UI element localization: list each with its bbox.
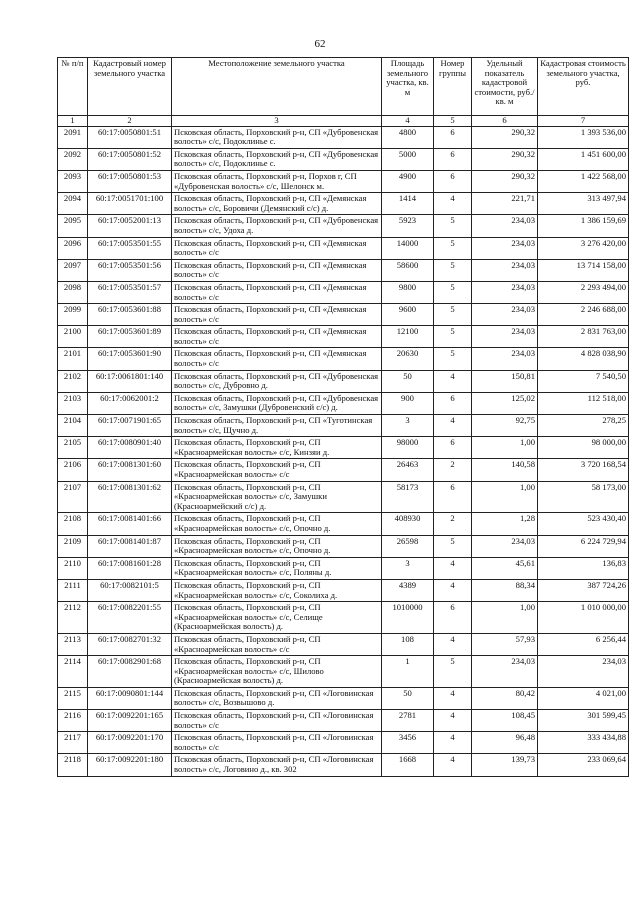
cadastral-number: 60:17:0081601:28: [88, 557, 172, 579]
table-row: [58, 633, 629, 655]
group-number: 4: [434, 687, 472, 709]
unit-rate: 234,03: [472, 348, 538, 370]
unit-rate: 234,03: [472, 215, 538, 237]
table-row: [58, 148, 629, 170]
row-number: 2106: [58, 459, 88, 481]
area: 50: [382, 370, 434, 392]
location: Псковская область, Порховский р-н, СП «Логовинская волость» с/с, Логовино д., кв. 302: [172, 754, 382, 776]
group-number: 2: [434, 513, 472, 535]
header-cell: Кадастровая стоимость земельного участка, руб.: [538, 58, 629, 116]
table-row: [58, 215, 629, 237]
cadastral-value: 2 293 494,00: [538, 281, 629, 303]
unit-rate: 234,03: [472, 326, 538, 348]
unit-rate: 139,73: [472, 754, 538, 776]
cadastral-value: 112 518,00: [538, 392, 629, 414]
location: Псковская область, Порховский р-н, СП «Демянская волость» с/с: [172, 259, 382, 281]
row-number: 2098: [58, 281, 88, 303]
unit-rate: 45,61: [472, 557, 538, 579]
row-number: 2117: [58, 732, 88, 754]
cadastral-number: 60:17:0071901:65: [88, 415, 172, 437]
group-number: 6: [434, 437, 472, 459]
area: 26463: [382, 459, 434, 481]
page-number: 62: [314, 38, 326, 50]
cadastral-number: 60:17:0082701:32: [88, 633, 172, 655]
area: 4389: [382, 579, 434, 601]
row-number: 2104: [58, 415, 88, 437]
area: 58173: [382, 481, 434, 513]
header-cell: Местоположение земельного участка: [172, 58, 382, 116]
cadastral-value: 3 276 420,00: [538, 237, 629, 259]
cadastral-value: 7 540,50: [538, 370, 629, 392]
cadastral-number: 60:17:0053501:55: [88, 237, 172, 259]
area: 4900: [382, 170, 434, 192]
location: Псковская область, Порховский р-н, СП «Красноармейская волость» с/с: [172, 459, 382, 481]
row-number: 2105: [58, 437, 88, 459]
location: Псковская область, Порховский р-н, СП «Красноармейская волость» с/с, Опочно д.: [172, 513, 382, 535]
unit-rate: 92,75: [472, 415, 538, 437]
unit-rate: 1,00: [472, 437, 538, 459]
cadastral-number: 60:17:0082901:68: [88, 656, 172, 688]
table-row: [58, 437, 629, 459]
group-number: 5: [434, 326, 472, 348]
location: Псковская область, Порховский р-н, СП «Дубровенская волость» с/с, Удоха д.: [172, 215, 382, 237]
location: Псковская область, Порховский р-н, СП «Логовинская волость» с/с: [172, 710, 382, 732]
group-number: 2: [434, 459, 472, 481]
row-number: 2096: [58, 237, 88, 259]
row-number: 2092: [58, 148, 88, 170]
group-number: 5: [434, 215, 472, 237]
cadastral-number: 60:17:0082101:5: [88, 579, 172, 601]
row-number: 2091: [58, 126, 88, 148]
cadastral-value: 1 393 536,00: [538, 126, 629, 148]
group-number: 5: [434, 656, 472, 688]
cadastral-number: 60:17:0053501:57: [88, 281, 172, 303]
location: Псковская область, Порховский р-н, СП «Логовинская волость» с/с: [172, 732, 382, 754]
group-number: 4: [434, 579, 472, 601]
row-number: 2111: [58, 579, 88, 601]
cadastral-value: 58 173,00: [538, 481, 629, 513]
table-row: [58, 348, 629, 370]
cadastral-number: 60:17:0053601:88: [88, 304, 172, 326]
cadastral-number: 60:17:0050801:51: [88, 126, 172, 148]
cadastral-value: 233 069,64: [538, 754, 629, 776]
column-number: 5: [434, 116, 472, 127]
table-row: [58, 602, 629, 634]
unit-rate: 234,03: [472, 281, 538, 303]
cadastral-number: 60:17:0081301:60: [88, 459, 172, 481]
area: 12100: [382, 326, 434, 348]
area: 14000: [382, 237, 434, 259]
cadastral-value: 1 422 568,00: [538, 170, 629, 192]
unit-rate: 96,48: [472, 732, 538, 754]
row-number: 2108: [58, 513, 88, 535]
table-row: [58, 459, 629, 481]
row-number: 2118: [58, 754, 88, 776]
group-number: 5: [434, 348, 472, 370]
location: Псковская область, Порховский р-н, СП «Дубровенская волость» с/с, Подоклинье с.: [172, 148, 382, 170]
group-number: 4: [434, 557, 472, 579]
location: Псковская область, Порховский р-н, СП «Логовинская волость» с/с, Возвышово д.: [172, 687, 382, 709]
row-number: 2093: [58, 170, 88, 192]
area: 50: [382, 687, 434, 709]
table-row: [58, 579, 629, 601]
row-number: 2101: [58, 348, 88, 370]
cadastral-value: 98 000,00: [538, 437, 629, 459]
unit-rate: 290,32: [472, 170, 538, 192]
cadastral-value: 3 720 168,54: [538, 459, 629, 481]
group-number: 6: [434, 481, 472, 513]
group-number: 4: [434, 732, 472, 754]
location: Псковская область, Порховский р-н, СП «Демянская волость» с/с: [172, 237, 382, 259]
cadastral-number: 60:17:0053601:90: [88, 348, 172, 370]
location: Псковская область, Порховский р-н, СП «Дубровенская волость» с/с, Дубровно д.: [172, 370, 382, 392]
area: 1668: [382, 754, 434, 776]
row-number: 2097: [58, 259, 88, 281]
row-number: 2099: [58, 304, 88, 326]
area: 3: [382, 557, 434, 579]
row-number: 2095: [58, 215, 88, 237]
table-row: [58, 754, 629, 776]
cadastral-number: 60:17:0050801:52: [88, 148, 172, 170]
area: 900: [382, 392, 434, 414]
header-cell: Номер группы: [434, 58, 472, 116]
area: 9800: [382, 281, 434, 303]
location: Псковская область, Порховский р-н, СП «Демянская волость» с/с, Боровичи (Демянский с/с) д.: [172, 193, 382, 215]
area: 3456: [382, 732, 434, 754]
table-row: [58, 392, 629, 414]
unit-rate: 80,42: [472, 687, 538, 709]
group-number: 6: [434, 126, 472, 148]
table-row: [58, 687, 629, 709]
group-number: 4: [434, 710, 472, 732]
location: Псковская область, Порховский р-н, СП «Красноармейская волость» с/с, Соколиха д.: [172, 579, 382, 601]
unit-rate: 1,00: [472, 602, 538, 634]
area: 98000: [382, 437, 434, 459]
header-cell: Кадастровый номер земельного участка: [88, 58, 172, 116]
cadastral-value: 2 831 763,00: [538, 326, 629, 348]
cadastral-value: 387 724,26: [538, 579, 629, 601]
unit-rate: 234,03: [472, 535, 538, 557]
row-number: 2100: [58, 326, 88, 348]
location: Псковская область, Порховский р-н, СП «Красноармейская волость» с/с, Шилово (Красноармейская волость) д.: [172, 656, 382, 688]
area: 408930: [382, 513, 434, 535]
table-row: [58, 304, 629, 326]
unit-rate: 1,28: [472, 513, 538, 535]
area: 4800: [382, 126, 434, 148]
cadastral-value: 6 224 729,94: [538, 535, 629, 557]
cadastral-number: 60:17:0092201:170: [88, 732, 172, 754]
unit-rate: 125,02: [472, 392, 538, 414]
location: Псковская область, Порховский р-н, СП «Красноармейская волость» с/с, Замушки (Красноармейский с/с) д.: [172, 481, 382, 513]
row-number: 2107: [58, 481, 88, 513]
unit-rate: 234,03: [472, 237, 538, 259]
cadastral-value: 13 714 158,00: [538, 259, 629, 281]
location: Псковская область, Порховский р-н, СП «Красноармейская волость» с/с, Опочно д.: [172, 535, 382, 557]
group-number: 6: [434, 602, 472, 634]
cadastral-value: 6 256,44: [538, 633, 629, 655]
header-cell: Удельный показатель кадастровой стоимости, руб./кв. м: [472, 58, 538, 116]
location: Псковская область, Порховский р-н, СП «Красноармейская волость» с/с, Поляны д.: [172, 557, 382, 579]
group-number: 5: [434, 259, 472, 281]
cadastral-value: 301 599,45: [538, 710, 629, 732]
area: 2781: [382, 710, 434, 732]
group-number: 4: [434, 633, 472, 655]
row-number: 2103: [58, 392, 88, 414]
group-number: 4: [434, 415, 472, 437]
cadastral-value: 523 430,40: [538, 513, 629, 535]
column-number: 3: [172, 116, 382, 127]
cadastral-number: 60:17:0081401:87: [88, 535, 172, 557]
table-row: [58, 326, 629, 348]
area: 5923: [382, 215, 434, 237]
area: 108: [382, 633, 434, 655]
cadastral-value: 136,83: [538, 557, 629, 579]
area: 58600: [382, 259, 434, 281]
unit-rate: 234,03: [472, 304, 538, 326]
row-number: 2116: [58, 710, 88, 732]
cadastral-value: 4 021,00: [538, 687, 629, 709]
location: Псковская область, Порховский р-н, СП «Красноармейская волость» с/с: [172, 633, 382, 655]
table-row: [58, 259, 629, 281]
cadastral-value: 1 010 000,00: [538, 602, 629, 634]
area: 1010000: [382, 602, 434, 634]
area: 1414: [382, 193, 434, 215]
row-number: 2115: [58, 687, 88, 709]
location: Псковская область, Порховский р-н, СП «Демянская волость» с/с: [172, 304, 382, 326]
table-row: [58, 535, 629, 557]
table-row: [58, 415, 629, 437]
cadastral-number: 60:17:0080901:40: [88, 437, 172, 459]
cadastral-number: 60:17:0053501:56: [88, 259, 172, 281]
area: 1: [382, 656, 434, 688]
cadastral-number: 60:17:0053601:89: [88, 326, 172, 348]
cadastral-table: [57, 57, 629, 777]
unit-rate: 221,71: [472, 193, 538, 215]
table-row: [58, 513, 629, 535]
unit-rate: 234,03: [472, 656, 538, 688]
cadastral-number: 60:17:0050801:53: [88, 170, 172, 192]
location: Псковская область, Порховский р-н, СП «Дубровенская волость» с/с, Подоклинье с.: [172, 126, 382, 148]
cadastral-value: 1 451 600,00: [538, 148, 629, 170]
column-number: 7: [538, 116, 629, 127]
header-cell: № п/п: [58, 58, 88, 116]
table-row: [58, 557, 629, 579]
column-number: 4: [382, 116, 434, 127]
column-number: 2: [88, 116, 172, 127]
area: 20630: [382, 348, 434, 370]
location: Псковская область, Порховский р-н, СП «Демянская волость» с/с: [172, 348, 382, 370]
cadastral-number: 60:17:0081301:62: [88, 481, 172, 513]
row-number: 2109: [58, 535, 88, 557]
table-row: [58, 170, 629, 192]
row-number: 2102: [58, 370, 88, 392]
location: Псковская область, Порховский р-н, СП «Демянская волость» с/с: [172, 326, 382, 348]
area: 5000: [382, 148, 434, 170]
location: Псковская область, Порховский р-н, СП «Красноармейская волость» с/с, Селище (Красноармейская волость) д.: [172, 602, 382, 634]
cadastral-value: 313 497,94: [538, 193, 629, 215]
unit-rate: 234,03: [472, 259, 538, 281]
cadastral-value: 278,25: [538, 415, 629, 437]
group-number: 4: [434, 193, 472, 215]
group-number: 5: [434, 304, 472, 326]
cadastral-number: 60:17:0062001:2: [88, 392, 172, 414]
group-number: 5: [434, 535, 472, 557]
row-number: 2113: [58, 633, 88, 655]
area: 26598: [382, 535, 434, 557]
cadastral-number: 60:17:0082201:55: [88, 602, 172, 634]
row-number: 2112: [58, 602, 88, 634]
unit-rate: 1,00: [472, 481, 538, 513]
location: Псковская область, Порховский р-н, СП «Туготинская волость» с/с, Щучно д.: [172, 415, 382, 437]
location: Псковская область, Порховский р-н, Порхов г, СП «Дубровенская волость» с/с, Шелонск м.: [172, 170, 382, 192]
cadastral-value: 4 828 038,90: [538, 348, 629, 370]
unit-rate: 88,34: [472, 579, 538, 601]
cadastral-number: 60:17:0051701:100: [88, 193, 172, 215]
location: Псковская область, Порховский р-н, СП «Дубровенская волость» с/с, Замушки (Дубровенский с/с) д.: [172, 392, 382, 414]
cadastral-value: 1 386 159,69: [538, 215, 629, 237]
table-body: [58, 126, 629, 776]
cadastral-value: 234,03: [538, 656, 629, 688]
table-row: [58, 710, 629, 732]
unit-rate: 290,32: [472, 148, 538, 170]
unit-rate: 140,58: [472, 459, 538, 481]
header-cell: Площадь земельного участка, кв. м: [382, 58, 434, 116]
group-number: 4: [434, 754, 472, 776]
header-row: [58, 58, 629, 116]
unit-rate: 108,45: [472, 710, 538, 732]
cadastral-value: 333 434,88: [538, 732, 629, 754]
table-row: [58, 281, 629, 303]
cadastral-number: 60:17:0081401:66: [88, 513, 172, 535]
group-number: 6: [434, 148, 472, 170]
group-number: 6: [434, 170, 472, 192]
table-row: [58, 193, 629, 215]
row-number: 2094: [58, 193, 88, 215]
table-row: [58, 656, 629, 688]
unit-rate: 57,93: [472, 633, 538, 655]
location: Псковская область, Порховский р-н, СП «Красноармейская волость» с/с, Кинзяи д.: [172, 437, 382, 459]
table-row: [58, 370, 629, 392]
group-number: 4: [434, 370, 472, 392]
cadastral-number: 60:17:0090801:144: [88, 687, 172, 709]
cadastral-number: 60:17:0052001:13: [88, 215, 172, 237]
table-row: [58, 237, 629, 259]
cadastral-number: 60:17:0061801:140: [88, 370, 172, 392]
unit-rate: 150,81: [472, 370, 538, 392]
cadastral-number: 60:17:0092201:165: [88, 710, 172, 732]
area: 3: [382, 415, 434, 437]
location: Псковская область, Порховский р-н, СП «Демянская волость» с/с: [172, 281, 382, 303]
row-number: 2114: [58, 656, 88, 688]
column-number: 6: [472, 116, 538, 127]
group-number: 5: [434, 237, 472, 259]
column-number: 1: [58, 116, 88, 127]
cadastral-value: 2 246 688,00: [538, 304, 629, 326]
table-row: [58, 481, 629, 513]
unit-rate: 290,32: [472, 126, 538, 148]
group-number: 6: [434, 392, 472, 414]
table-row: [58, 732, 629, 754]
cadastral-number: 60:17:0092201:180: [88, 754, 172, 776]
row-number: 2110: [58, 557, 88, 579]
column-number-row: [58, 116, 629, 127]
group-number: 5: [434, 281, 472, 303]
area: 9600: [382, 304, 434, 326]
table-row: [58, 126, 629, 148]
